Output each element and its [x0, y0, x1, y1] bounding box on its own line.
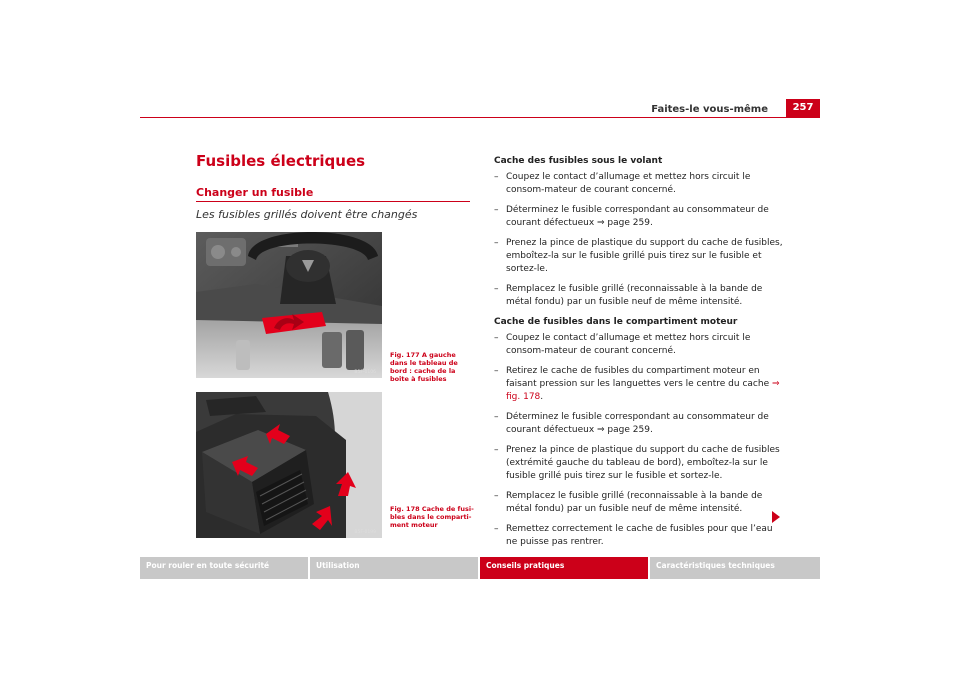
header-rule: [140, 117, 820, 118]
footer-tab-safety[interactable]: [140, 557, 308, 579]
footer-tab-practical-tips[interactable]: [480, 557, 648, 579]
footer-tab-label: Pour rouler en toute sécurité: [146, 561, 270, 570]
step-text: Déterminez le fusible correspondant au consommateur de courant défectueux ⇒ page 259.: [506, 205, 769, 228]
step-text: Coupez le contact d’allumage et mettez hors circuit le consom-mateur de courant concerné.: [506, 333, 751, 356]
figure-caption-177: Fig. 177 A gauche dans le tableau de bord : cache de la boîte à fusibles: [390, 351, 458, 383]
footer-tab-label: Caractéristiques techniques: [656, 561, 775, 570]
figure-caption-178: Fig. 178 Cache de fusi-bles dans le comparti-ment moteur: [390, 505, 474, 529]
list-item: [494, 444, 784, 483]
page-number: 257: [786, 99, 820, 117]
footer-tab-operation[interactable]: [310, 557, 478, 579]
list-dash: –: [494, 366, 499, 376]
step-text: Remplacez le fusible grillé (reconnaissable à la bande de métal fondu) par un fusible neuf de même intensité.: [506, 491, 763, 514]
step-text: Déterminez le fusible correspondant au consommateur de courant défectueux ⇒ page 259.: [506, 412, 769, 435]
list-dash: –: [494, 445, 499, 455]
list-dash: –: [494, 284, 499, 294]
step-text: Prenez la pince de plastique du support du cache de fusibles, emboîtez-la sur le fusible grillé puis tirez sur le fusible et sortez-le.: [506, 238, 783, 274]
list-item: [494, 237, 784, 276]
step-text: Prenez la pince de plastique du support du cache de fusibles (extrémité gauche du tableau de bord), emboîtez-la sur le fusible grillé puis tirez sur le fusible et sortez-le.: [506, 445, 780, 481]
figure-code: B5F-0106: [354, 370, 376, 375]
section-title: Fusibles électriques: [196, 152, 366, 170]
subsection-title: Changer un fusible: [196, 186, 314, 199]
list-dash: –: [494, 333, 499, 343]
steps-list-engine: [494, 332, 784, 549]
list-item: [494, 523, 784, 549]
figure-dashboard-fuse-cover: [196, 232, 382, 378]
step-text: Remettez correctement le cache de fusibles pour que l’eau ne puisse pas rentrer.: [506, 524, 773, 547]
instructions-column: [494, 155, 784, 556]
list-item: [494, 365, 784, 404]
subsection-rule: [196, 201, 470, 202]
running-header-title: Faites-le vous-même: [651, 104, 768, 115]
list-item: [494, 490, 784, 516]
footer-tab-technical-data[interactable]: [650, 557, 820, 579]
list-item: [494, 171, 784, 197]
list-dash: –: [494, 491, 499, 501]
list-dash: –: [494, 412, 499, 422]
lead-text: Les fusibles grillés doivent être changés: [196, 208, 418, 221]
list-dash: –: [494, 524, 499, 534]
list-dash: –: [494, 172, 499, 182]
footer-tab-label: Utilisation: [316, 561, 360, 570]
block-heading-engine-fuses: Cache de fusibles dans le compartiment moteur: [494, 317, 738, 327]
figure-engine-fuse-cover: [196, 392, 382, 538]
step-text: Coupez le contact d’allumage et mettez hors circuit le consom-mateur de courant concerné.: [506, 172, 751, 195]
list-item: [494, 411, 784, 437]
dashboard-illustration: [196, 232, 382, 378]
list-item: [494, 283, 784, 309]
engine-compartment-illustration: [196, 392, 382, 538]
steps-list-steering: [494, 171, 784, 309]
figure-reference-link[interactable]: ⇒ fig. 178: [506, 379, 780, 402]
list-item: [494, 204, 784, 230]
footer-tab-label: Conseils pratiques: [486, 561, 565, 570]
continue-arrow-icon: [772, 511, 780, 523]
step-text-end: .: [540, 392, 544, 402]
step-text: Retirez le cache de fusibles du compartiment moteur en faisant pression sur les languettes vers le centre du cache: [506, 366, 770, 389]
list-item: [494, 332, 784, 358]
step-text: Remplacez le fusible grillé (reconnaissable à la bande de métal fondu) par un fusible neuf de même intensité.: [506, 284, 763, 307]
block-heading-steering-fuses: Cache des fusibles sous le volant: [494, 156, 663, 166]
list-dash: –: [494, 205, 499, 215]
list-dash: –: [494, 238, 499, 248]
figure-code: B5F-0199: [354, 530, 376, 535]
